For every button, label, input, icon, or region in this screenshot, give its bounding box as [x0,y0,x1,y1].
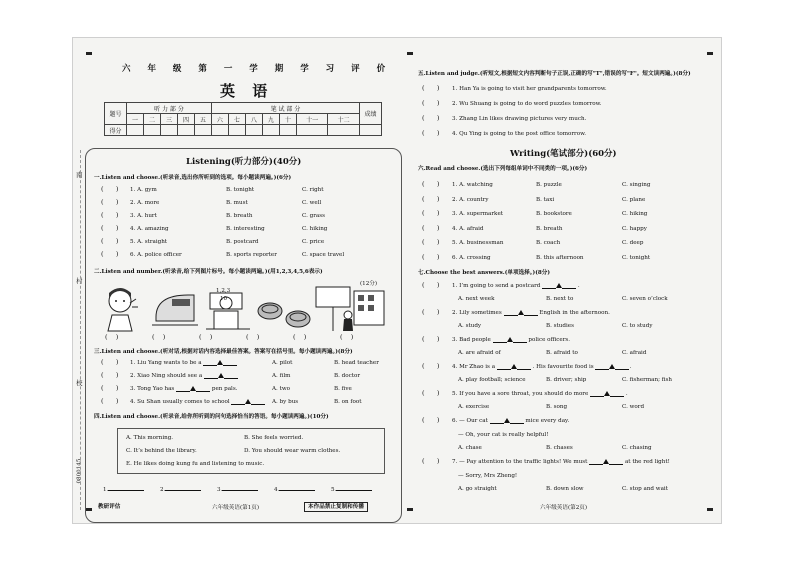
score-table [104,102,382,136]
reply-text: — Oh, your cat is really helpful! [458,432,549,438]
side-code: 0800145 [76,458,83,484]
col-4: 四 [177,114,194,125]
option-text: B. taxi [536,196,555,203]
train-icon [152,295,198,325]
answer-blank[interactable]: 5. [331,487,372,493]
option-text: B. five [334,386,352,392]
option-text: B. puzzle [536,182,562,188]
option-text: A. next week [458,296,495,302]
answer-bracket[interactable]: ( ) [422,84,440,92]
question-text: 2. Xiao Ning should see a [130,373,238,379]
question-text: 3. Bad people police officers. [452,337,571,343]
option-text: A. go straight [458,486,497,492]
question-text: 2. Lily sometimes English in the afternoon. [452,310,610,316]
sign-text-1: 1,2,3 [216,288,231,294]
option-text: C. stop and wait [622,486,668,492]
answer-bracket[interactable]: ( ) [101,224,119,232]
option-text: A. two [272,386,290,392]
option-text: 4. A. amazing [130,226,169,232]
option-text: C. right [302,187,324,193]
picture-row [102,285,392,333]
option-text: A. chase [458,445,482,451]
statement-text: 2. Wu Shuang is going to do word puzzles tomorrow. [452,101,602,107]
group-listening: 听 力 部 分 [127,103,212,114]
girl-hurt-icon [108,288,138,331]
option-text: B. on foot [334,399,362,405]
option-text: C. hiking [622,211,648,217]
option-text: 1. A. watching [452,182,493,188]
question-text: 6. — Our cat mice every day. [452,418,570,424]
option-text: A. study [458,323,482,329]
option-text: 6. A. crossing [452,254,491,261]
question-text: 3. Tong Yao has pen pals. [130,386,238,392]
answer-bracket[interactable]: ( ) [101,371,119,379]
answer-blank[interactable]: 1. [103,487,144,493]
score-cell[interactable] [160,125,177,136]
answer-bracket[interactable]: ( ) [101,185,119,193]
question-text: 1. Liu Yang wants to be a [130,360,237,366]
corner-mark [407,508,413,511]
col-8: 八 [245,114,262,125]
answer-blank[interactable]: 2. [160,487,201,493]
answer-bracket[interactable]: ( ) [422,252,440,261]
option-text: 4. A. afraid [452,225,484,232]
option-text: C. hiking [302,226,328,232]
reply-text: — Sorry, Mrs Zheng! [458,473,518,479]
answer-bracket[interactable]: ( ) [101,250,119,258]
option-text: 2. A. more [130,200,160,206]
picture-answer-row[interactable]: ( ) ( ) ( ) ( ) ( ) ( ) [105,333,354,341]
option-text: 5. A. straight [130,239,168,245]
answer-bracket[interactable]: ( ) [422,114,440,122]
footer-page1: 六年级英语(第1页) [212,505,260,511]
answer-bracket[interactable]: ( ) [422,335,440,343]
corner-mark [407,52,413,55]
option-text: 6. A. police officer [130,252,182,258]
option-text: B. interesting [226,226,265,232]
option-text: 1. A. gym [130,187,157,193]
exam-title: 六 年 级 第 一 学 期 学 习 评 价 [122,64,393,74]
col-6: 六 [211,114,228,125]
side-label-cun: 村 [76,277,83,285]
statement-text: 3. Zhang Lin likes drawing pictures very much. [452,116,587,122]
option-text: C. afraid [622,350,647,356]
answer-bracket[interactable]: ( ) [422,308,440,316]
section6-title: 六.Read and choose.(选出下列每组单词中不同类的一项。)(6分) [418,166,588,172]
question-text: 1. I’m going to send a postcard . [452,283,580,289]
score-cell[interactable] [245,125,262,136]
option-text: C. seven o’clock [622,296,668,302]
col-11: 十一 [296,114,328,125]
answer-bracket[interactable]: ( ) [422,457,440,465]
option-e: E. He likes doing kung fu and listening to music. [126,461,265,467]
question-text: 5. If you have a sore throat, you should do more . [452,391,628,397]
answer-bracket[interactable]: ( ) [422,209,440,217]
option-text: 2. A. country [452,196,489,203]
option-text: C. chasing [622,445,652,451]
option-text: B. breath [226,213,253,219]
option-d: D. You should wear warm clothes. [244,448,341,454]
row-label-number: 题号 [105,103,127,125]
corner-mark [86,52,92,55]
option-text: B. must [226,200,248,206]
answer-bracket[interactable]: ( ) [422,129,440,137]
answer-bracket[interactable]: ( ) [422,362,440,370]
answer-bracket[interactable]: ( ) [422,180,440,188]
option-text: B. tonight [226,187,255,193]
score-cell[interactable] [143,125,160,136]
section2-score: (12分) [360,281,378,287]
option-text: B. down slow [546,486,584,492]
footer-page2: 六年级英语(第2页) [540,505,588,511]
man-reading-icon [206,293,250,329]
option-a: A. This morning. [126,435,174,441]
option-text: 3. A. hurt [130,213,157,219]
question-text: 4. Mr Zhao is a . His favourite food is . [452,364,632,370]
section1-title: 一.Listen and choose.(听录音,选出你所听到的选项。每小题读两遍。)(6分) [94,175,292,181]
listening-heading: Listening(听力部分)(40分) [186,157,302,167]
mooncakes-icon [258,303,310,327]
score-cell[interactable] [262,125,279,136]
group-writing: 笔 试 部 分 [211,103,359,114]
option-text: B. bookstore [536,211,572,217]
option-text: B. doctor [334,373,361,379]
score-cell[interactable] [228,125,245,136]
option-text: B. next to [546,296,574,302]
col-5: 五 [194,114,211,125]
answer-bracket[interactable]: ( ) [422,99,440,107]
option-text: B. postcard [226,239,259,245]
option-text: B. chases [546,445,573,451]
section4-title: 四.Listen and choose.(听录音,给你所听到的问句选择恰当的答语。每小题读两遍。)(10分) [94,414,329,420]
answer-bracket[interactable]: ( ) [101,397,119,405]
answer-bracket[interactable]: ( ) [422,416,440,424]
subject-title: 英 语 [220,82,274,100]
footer-left: 教研评估 [98,504,121,510]
option-text: C. well [302,200,322,206]
writing-heading: Writing(笔试部分)(60分) [510,149,617,159]
option-text: C. grass [302,213,325,219]
option-text: A. play football; science [458,377,526,383]
answer-bracket[interactable]: ( ) [422,223,440,232]
option-text: B. coach [536,240,561,246]
answer-blank[interactable]: 3. [217,487,258,493]
section7-title: 七.Choose the best answers.(单项选择。)(8分) [418,270,550,276]
side-label-xiao: 校 [76,379,83,387]
option-text: A. pilot [272,360,293,366]
col-3: 三 [160,114,177,125]
answer-bracket[interactable]: ( ) [101,237,119,245]
statement-text: 4. Qu Ying is going to the post office tomorrow. [452,131,586,137]
binding-line [80,150,81,510]
answer-bracket[interactable]: ( ) [422,238,440,246]
option-text: A. are afraid of [458,350,501,356]
col-1: 一 [127,114,144,125]
option-text: B. sports reporter [226,252,277,258]
answer-bracket[interactable]: ( ) [101,211,119,219]
col-9: 九 [262,114,279,125]
option-text: B. song [546,404,568,410]
option-text: C. word [622,404,645,410]
score-cell[interactable] [194,125,211,136]
option-text: C. tonight [622,254,651,261]
answer-bracket[interactable]: ( ) [101,358,119,366]
col-2: 二 [143,114,160,125]
option-b: B. She feels worried. [244,435,304,441]
answer-blank[interactable]: 4. [274,487,315,493]
row-label-score: 得分 [105,125,127,136]
option-text: A. by bus [272,399,299,405]
option-text: C. happy [622,225,647,232]
corner-mark [707,508,713,511]
section3-title: 三.Listen and choose.(听对话,根据对话内容选择最佳答案。答案写在括号里。每小题读两遍。)(8分) [94,349,353,355]
option-text: 3. A. supermarket [452,211,504,217]
option-text: B. studies [546,323,574,329]
option-text: B. this afternoon [536,254,584,261]
col-7: 七 [228,114,245,125]
side-label-nan: 南 [76,171,83,179]
total-header: 成绩 [360,103,382,125]
option-text: C. fisherman; fish [622,377,672,383]
option-text: A. exercise [458,404,490,410]
statement-text: 1. Han Ya is going to visit her grandparents tomorrow. [452,86,607,92]
score-cell[interactable] [127,125,144,136]
answer-bracket[interactable]: ( ) [422,389,440,397]
option-text: C. deep [622,240,644,246]
answer-bracket[interactable]: ( ) [422,281,440,289]
score-cell[interactable] [177,125,194,136]
option-text: B. head teacher [334,360,379,366]
option-text: B. afraid to [546,350,578,356]
col-12: 十二 [328,114,360,125]
answer-bracket[interactable]: ( ) [101,384,119,392]
col-10: 十 [279,114,296,125]
option-text: 5. A. businessman [452,240,504,246]
score-cell[interactable] [279,125,296,136]
answer-bracket[interactable]: ( ) [422,194,440,203]
option-text: B. breath [536,225,563,232]
score-cell[interactable] [328,125,360,136]
score-cell[interactable] [211,125,228,136]
option-text: C. to study [622,323,653,329]
score-cell[interactable] [296,125,328,136]
score-cell[interactable] [360,125,382,136]
question-text: 7. — Pay attention to the traffic lights! We must at the red light! [452,459,670,465]
option-text: C. price [302,239,325,245]
question-text: 4. Su Shan usually comes to school [130,399,265,405]
option-text: C. singing [622,182,651,188]
option-text: C. space travel [302,252,345,258]
option-text: C. plane [622,196,646,203]
section2-title: 二.Listen and number.(听录音,给下列图片标号。每小题读两遍。)(用1,2,3,4,5,6表示) [94,269,323,275]
corner-mark [707,52,713,55]
answer-bracket[interactable]: ( ) [101,198,119,206]
footer-stamp: 本作品禁止复制和传播 [304,502,368,512]
option-text: A. film [272,373,291,379]
option-c: C. It’s behind the library. [126,448,197,454]
sign-text-2: 10 [220,296,228,302]
section5-title: 五.Listen and judge.(听短文,根据短文内容判断句子正误,正确的写"T",错误的写"F"。短文读两遍。)(8分) [418,71,691,77]
option-text: B. driver; ship [546,377,587,383]
